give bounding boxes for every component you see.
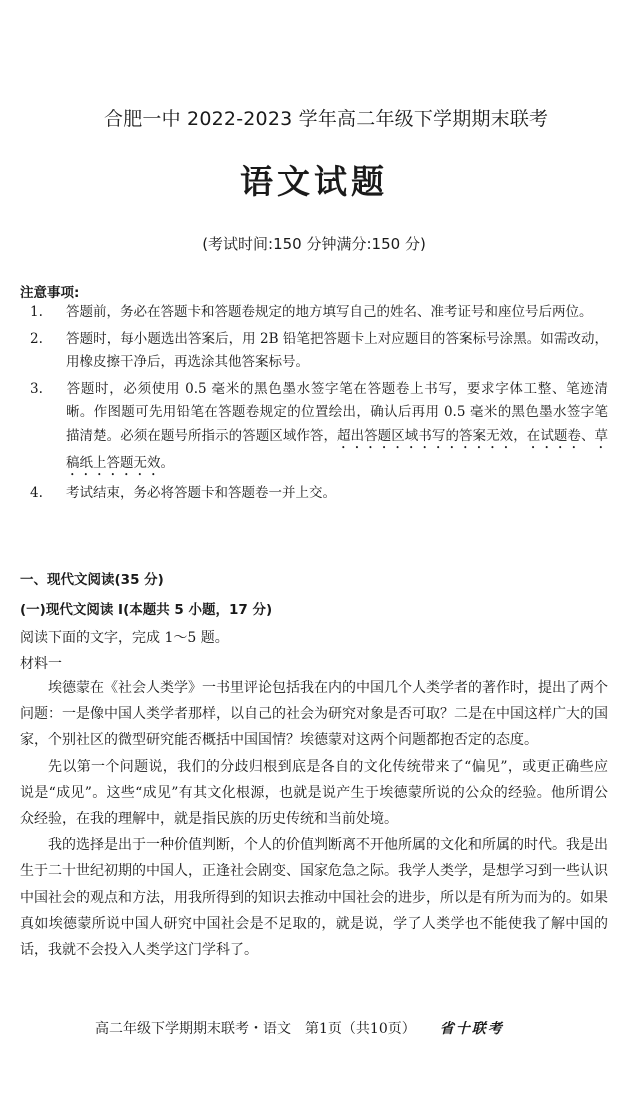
notice-item [30,301,608,325]
school-exam-line: 合肥一中 2022-2023 学年高二年级下学期期末联考 [104,108,549,130]
document-title: 语文试题 [240,162,388,201]
section-title: 一、现代文阅读(35 分) [20,572,164,588]
notice-item-text: 答题时，必须使用 0.5 毫米的黑色墨水签字笔在答题卷上书写，要求字体工整、笔迹清晰。作图题可先用铅笔在答题卷规定的位置绘出，确认后再用 0.5 毫米的黑色墨水签字笔描清楚。必须在题号所指示的答题区域作答， [66,380,608,444]
notice-item [30,482,608,506]
emphasized-text: 在试题卷、草稿纸上答题无效 [66,427,609,471]
passage-paragraph: 埃德蒙在《社会人类学》一书里评论包括我在内的中国几个人类学者的著作时，提出了两个问题：一是像中国人类学者那样，以自己的社会为研究对象是否可取？二是在中国这样广大的国家，个别社区的微型研究能否概括中国国情？埃德蒙对这两个问题都抱否定的态度。 [20,680,608,749]
reading-instruction: 阅读下面的文字，完成 1～5 题。 [20,630,229,646]
notice-item-text: ， [513,427,527,444]
passage-paragraph: 先以第一个问题说，我们的分歧归根到底是各自的文化传统带来了“偏见”，或更正确些应说是“成见”。这些“成见”有其文化根源，也就是说产生于埃德蒙所说的公众的经验。他所谓公众经验，在我的理解中，就是指民族的历史传统和当前处境。 [20,758,608,828]
emphasized-text: 超出答题区域书写的答案无效 [337,427,514,444]
notice-item-number: 3. [30,380,43,397]
notice-item-text: 答题时，每小题选出答案后，用 2B 铅笔把答题卡上对应题目的答案标号涂黑。如需改动，用橡皮擦干净后，再选涂其他答案标号。 [66,330,608,370]
notice-item-text: 考试结束，务必将答题卡和答题卷一并上交。 [66,484,336,501]
footer-page-info: 高二年级下学期期末联考・语文 第1页（共10页） [95,1021,416,1037]
notice-title: 注意事项: [20,285,80,301]
reading-passage [20,675,608,963]
notice-item-text: 。 [160,454,174,471]
material-label: 材料一 [20,656,62,672]
notice-item [30,328,608,375]
notice-item-number: 4. [30,484,43,501]
page-footer [95,1018,504,1038]
passage-paragraph: 我的选择是出于一种价值判断，个人的价值判断离不开他所属的文化和所属的时代。我是出生于二十世纪初期的中国人，正逢社会剧变、国家危急之际。我学人类学，是想学习到一些认识中国社会的观点和方法，用我所得到的知识去推动中国社会的进步，所以是有所为而为的。如果真如埃德蒙所说中国人研究中国社会是不足取的，就是说，学了人类学也不能使我了解中国的话，我就不会投入人类学这门学科了。 [20,837,608,959]
footer-seal-logo: 省十联考 [439,1021,504,1037]
exam-time-score-info: (考试时间:150 分钟满分:150 分) [202,235,426,253]
notice-item-text: 答题前，务必在答题卡和答题卷规定的地方填写自己的姓名、准考证号和座位号后两位。 [66,304,593,320]
notice-item-number: 1. [30,304,43,320]
notice-list [30,301,609,508]
notice-item [30,378,609,479]
subsection-title: (一)现代文阅读 I(本题共 5 小题，17 分) [20,602,273,618]
notice-item-number: 2. [30,330,43,347]
